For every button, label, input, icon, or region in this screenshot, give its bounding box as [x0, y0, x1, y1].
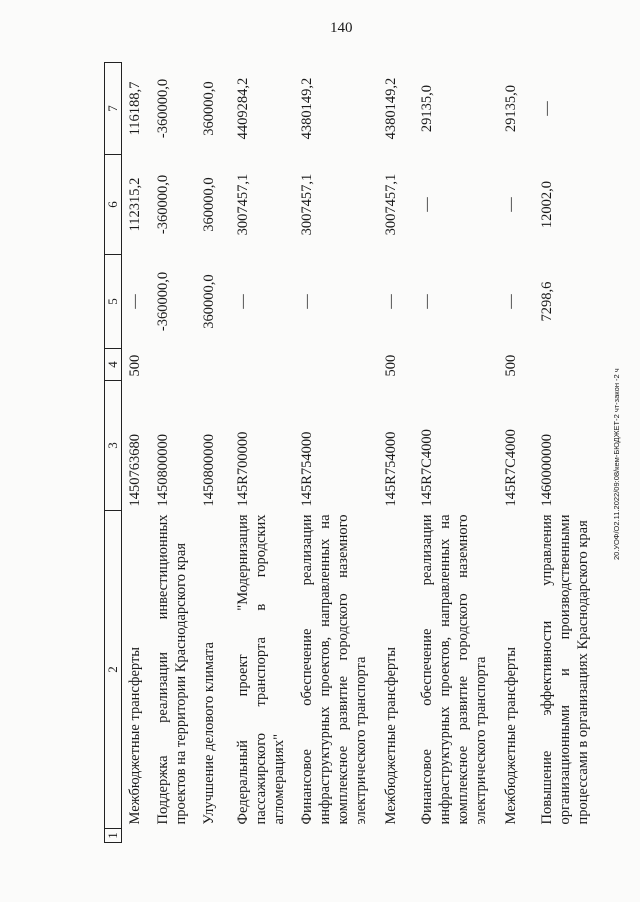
cell-name: Финансовое обеспечение реализации инфраструктурных проектов, направленных на комплексное развитие городского наземного электрического транспорта — [419, 514, 489, 825]
cell-col1 — [414, 829, 498, 843]
cell-col1 — [150, 829, 196, 843]
table-row — [414, 63, 498, 843]
cell-name: Финансовое обеспечение реализации инфраструктурных проектов, направленных на комплексное развитие городского наземного электрического транспорта — [299, 514, 369, 825]
cell-value-5: -360000,0 — [155, 271, 171, 332]
cell-value-6: — — [419, 197, 435, 212]
cell-type — [150, 349, 196, 381]
cell-col1 — [196, 829, 230, 843]
cell-value-5: — — [299, 294, 315, 309]
cell-code: 145R7C4000 — [503, 429, 519, 507]
cell-col1 — [230, 829, 294, 843]
cell-col1 — [378, 829, 414, 843]
cell-name: Поддержка реализации инвестиционных проектов на территории Краснодарского края — [155, 514, 189, 825]
table-header-row — [105, 63, 122, 843]
cell-code: 145R754000 — [299, 431, 315, 507]
cell-col1 — [294, 829, 378, 843]
cell-code: 1450763680 — [122, 381, 151, 511]
col-header-7: 7 — [105, 63, 122, 155]
cell-value-7: 4380149,2 — [383, 77, 399, 140]
col-header-4: 4 — [105, 349, 122, 381]
cell-name: Межбюджетные трансферты — [503, 646, 519, 825]
budget-table — [104, 62, 602, 843]
table-row — [122, 63, 151, 843]
table-body — [122, 63, 603, 843]
cell-type — [294, 349, 378, 381]
cell-code: 1450800000 — [155, 434, 171, 507]
cell-value-5: — — [503, 294, 519, 309]
table-row — [294, 63, 378, 843]
cell-code: 1460000000 — [539, 434, 555, 507]
col-header-5: 5 — [105, 255, 122, 349]
page-number: 140 — [330, 20, 353, 36]
cell-value-7: 29135,0 — [419, 84, 435, 133]
cell-value-6: — — [503, 197, 519, 212]
cell-type — [414, 349, 498, 381]
table-row — [196, 63, 230, 843]
table-row — [150, 63, 196, 843]
cell-value-5: — — [122, 255, 151, 349]
cell-value-6: -360000,0 — [155, 174, 171, 235]
cell-value-6: 3007457,1 — [383, 173, 399, 236]
cell-name: Федеральный проект "Модернизация пассажирского транспорта в городских агломерациях" — [235, 514, 287, 825]
cell-type — [196, 349, 230, 381]
cell-value-6: 3007457,1 — [235, 173, 251, 236]
cell-value-5: — — [383, 294, 399, 309]
cell-value-5: 7298,6 — [539, 281, 555, 322]
cell-col1 — [498, 829, 534, 843]
cell-code: 145R7C4000 — [419, 429, 435, 507]
col-header-3: 3 — [105, 381, 122, 511]
col-header-2: 2 — [105, 511, 122, 829]
cell-value-5: 360000,0 — [201, 274, 217, 329]
cell-col1 — [534, 829, 602, 843]
cell-type — [534, 349, 602, 381]
col-header-6: 6 — [105, 155, 122, 255]
cell-value-7: 4409284,2 — [235, 77, 251, 140]
col-header-1: 1 — [105, 829, 122, 843]
cell-name: Улучшение делового климата — [201, 642, 217, 825]
cell-value-5: — — [235, 294, 251, 309]
cell-value-6: 3007457,1 — [299, 173, 315, 236]
cell-col1 — [122, 829, 151, 843]
cell-code: 145R754000 — [383, 431, 399, 507]
cell-value-7: — — [539, 101, 555, 116]
cell-value-5: — — [419, 294, 435, 309]
table-row — [230, 63, 294, 843]
cell-name: Межбюджетные трансферты — [383, 646, 399, 825]
cell-value-7: 4380149,2 — [299, 77, 315, 140]
cell-code: 1450800000 — [201, 434, 217, 507]
cell-type: 500 — [383, 354, 399, 377]
cell-code: 145R700000 — [235, 431, 251, 507]
cell-value-7: 116188,7 — [122, 63, 151, 155]
cell-type — [230, 349, 294, 381]
cell-name: Повышение эффективности управления организационными и производственными процессами в организациях Краснодарского края — [539, 514, 591, 825]
table-row — [378, 63, 414, 843]
cell-name: Межбюджетные трансферты — [122, 511, 151, 829]
rotated-budget-table — [104, 63, 591, 843]
cell-value-7: -360000,0 — [155, 78, 171, 139]
table-row — [498, 63, 534, 843]
cell-value-6: 360000,0 — [201, 177, 217, 232]
cell-value-7: 360000,0 — [201, 81, 217, 136]
cell-value-6: 112315,2 — [122, 155, 151, 255]
cell-type: 500 — [503, 354, 519, 377]
table-row — [534, 63, 602, 843]
cell-type: 500 — [122, 349, 151, 381]
cell-value-7: 29135,0 — [503, 84, 519, 133]
cell-value-6: 12002,0 — [539, 180, 555, 229]
